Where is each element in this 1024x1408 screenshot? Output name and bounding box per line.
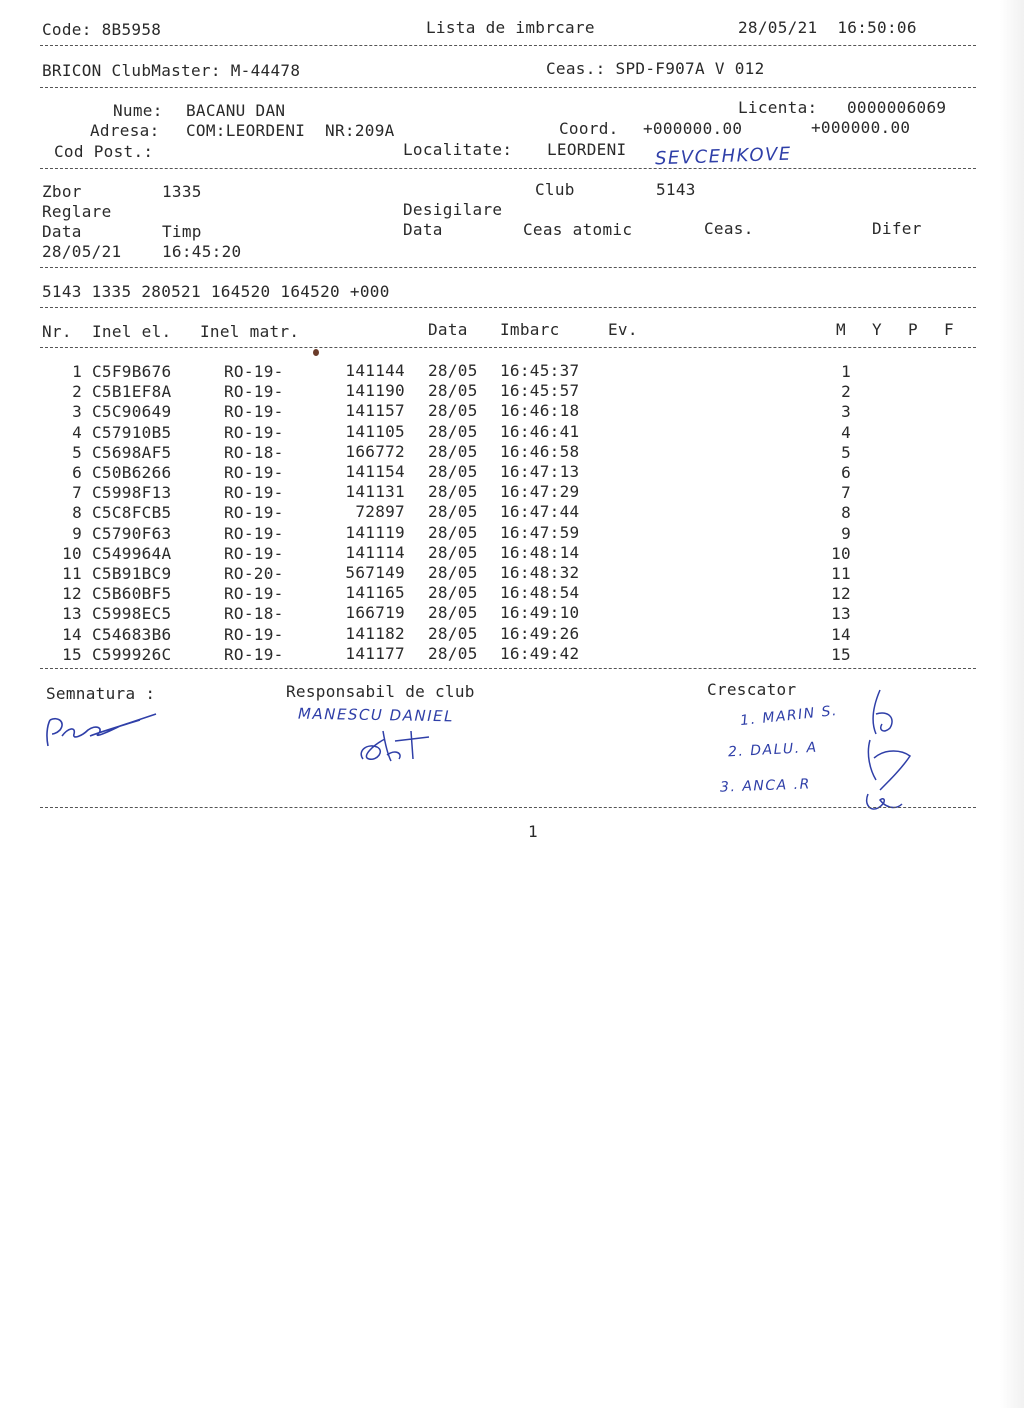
row-inel-number: 141165	[345, 583, 405, 603]
row-inel-prefix: RO-18-	[224, 442, 284, 462]
owner-address: COM:LEORDENI NR:209A	[186, 121, 395, 140]
row-time: 16:46:18	[500, 401, 580, 421]
document-code: Code: 8B5958	[42, 20, 162, 39]
name-label: Nume:	[113, 101, 163, 120]
row-date: 28/05	[428, 401, 478, 421]
row-number: 8	[72, 503, 82, 523]
row-inel-prefix: RO-19-	[224, 523, 284, 543]
row-date: 28/05	[428, 441, 478, 461]
row-inel-el: C5B1EF8A	[92, 382, 172, 402]
row-inel-prefix: RO-19-	[224, 483, 284, 503]
col-m: M	[836, 320, 846, 339]
col-p: P	[908, 320, 918, 339]
row-inel-prefix: RO-19-	[224, 624, 284, 644]
row-inel-number: 141144	[345, 361, 405, 380]
row-inel-prefix: RO-20-	[224, 564, 284, 583]
owner-name: BACANU DAN	[186, 101, 286, 120]
crescator-1: 1. MARIN S.	[739, 702, 839, 730]
row-time: 16:48:14	[500, 542, 580, 562]
owner-signature	[40, 706, 170, 756]
row-number: 13	[62, 604, 82, 624]
row-number: 11	[62, 564, 82, 583]
row-inel-number: 141105	[345, 421, 405, 441]
responsabil-label: Responsabil de club	[286, 682, 475, 701]
locality-label: Localitate:	[403, 140, 513, 159]
row-time: 16:47:59	[500, 522, 580, 542]
row-number: 9	[72, 523, 82, 543]
row-m: 1	[841, 362, 851, 381]
row-inel-el: C5F9B676	[92, 362, 172, 381]
row-number: 5	[72, 442, 82, 462]
address-label: Adresa:	[90, 121, 160, 140]
row-date: 28/05	[428, 522, 478, 542]
row-inel-prefix: RO-19-	[224, 422, 284, 442]
row-inel-prefix: RO-19-	[224, 644, 284, 664]
row-number: 14	[62, 624, 82, 644]
row-m: 2	[841, 382, 851, 402]
divider	[40, 267, 976, 268]
ink-spot	[313, 349, 319, 356]
flight-code-line: 5143 1335 280521 164520 164520 +000	[42, 282, 390, 301]
licence-label: Licenta:	[738, 98, 818, 117]
row-time: 16:45:37	[500, 361, 580, 380]
row-inel-el: C50B6266	[92, 463, 172, 482]
crescator-2: 2. DALU. A	[727, 739, 819, 761]
timp-label: Timp	[162, 222, 202, 241]
row-inel-el: C599926C	[92, 644, 172, 664]
row-inel-el: C5B60BF5	[92, 584, 172, 604]
row-date: 28/05	[428, 502, 478, 522]
divider	[40, 668, 976, 669]
system-id: BRICON ClubMaster: M-44478	[42, 61, 301, 80]
coord-1: +000000.00	[643, 119, 743, 138]
row-inel-prefix: RO-19-	[224, 362, 284, 381]
document-datetime: 28/05/21 16:50:06	[738, 18, 917, 37]
handwritten-locality-note: SEVCEHKOVE	[654, 143, 793, 170]
row-date: 28/05	[428, 421, 478, 441]
ceas-atomic-label: Ceas atomic	[523, 220, 633, 239]
row-inel-prefix: RO-19-	[224, 503, 284, 523]
row-date: 28/05	[428, 603, 478, 623]
row-number: 12	[62, 584, 82, 604]
col-f: F	[944, 320, 954, 339]
col-nr: Nr.	[42, 322, 72, 341]
row-date: 28/05	[428, 462, 478, 481]
desigilare-data-label: Data	[403, 220, 443, 239]
row-time: 16:47:13	[500, 462, 580, 481]
row-inel-el: C5C8FCB5	[92, 503, 172, 523]
row-inel-prefix: RO-19-	[224, 543, 284, 563]
divider	[40, 307, 976, 308]
row-inel-number: 141154	[345, 462, 405, 481]
row-inel-number: 141182	[345, 623, 405, 643]
row-time: 16:48:32	[500, 563, 580, 582]
row-time: 16:47:44	[500, 502, 580, 522]
row-inel-number: 141177	[345, 643, 405, 663]
row-inel-el: C5998F13	[92, 483, 172, 503]
difer-label: Difer	[872, 219, 922, 238]
row-inel-prefix: RO-19-	[224, 402, 284, 422]
col-ev: Ev.	[608, 320, 638, 339]
row-time: 16:47:29	[500, 482, 580, 502]
club-label: Club	[535, 180, 575, 199]
scan-edge	[1000, 0, 1024, 1408]
coord-label: Coord.	[559, 119, 619, 138]
zbor-label: Zbor	[42, 182, 82, 201]
row-time: 16:49:42	[500, 643, 580, 663]
licence-number: 0000006069	[847, 98, 947, 117]
row-m: 11	[831, 564, 851, 583]
row-number: 4	[72, 422, 82, 442]
row-inel-number: 166719	[345, 603, 405, 623]
row-inel-number: 72897	[355, 502, 405, 522]
row-number: 3	[72, 402, 82, 422]
row-date: 28/05	[428, 381, 478, 401]
desigilare-label: Desigilare	[403, 200, 503, 219]
divider	[40, 807, 976, 808]
divider	[40, 168, 976, 169]
crescator-3: 3. ANCA .R	[719, 776, 812, 796]
row-m: 12	[831, 584, 851, 604]
reglare-label: Reglare	[42, 202, 112, 221]
semnatura-label: Semnatura :	[46, 684, 156, 703]
club-value: 5143	[656, 180, 696, 199]
row-m: 5	[841, 442, 851, 462]
responsabil-name: MANESCU DANIEL	[297, 704, 455, 726]
row-m: 3	[841, 402, 851, 422]
row-inel-number: 567149	[345, 563, 405, 582]
crescator-signatures	[840, 684, 920, 824]
row-inel-number: 166772	[345, 441, 405, 461]
row-m: 4	[841, 422, 851, 442]
row-number: 2	[72, 382, 82, 402]
row-m: 6	[841, 463, 851, 482]
page-number: 1	[528, 822, 538, 841]
row-inel-el: C54683B6	[92, 624, 172, 644]
row-number: 6	[72, 463, 82, 482]
postcode-label: Cod Post.:	[54, 142, 154, 161]
col-imbarc: Imbarc	[500, 320, 560, 339]
divider	[40, 87, 976, 88]
row-m: 14	[831, 624, 851, 644]
crescator-label: Crescator	[707, 680, 797, 699]
divider	[40, 45, 976, 46]
row-inel-el: C5790F63	[92, 523, 172, 543]
ceas-label: Ceas.	[704, 219, 754, 238]
data-label: Data	[42, 222, 82, 241]
reglare-date: 28/05/21	[42, 242, 122, 261]
responsabil-signature	[355, 725, 435, 770]
row-inel-number: 141157	[345, 401, 405, 421]
row-m: 10	[831, 543, 851, 563]
row-inel-prefix: RO-18-	[224, 604, 284, 624]
row-m: 15	[831, 644, 851, 664]
document-title: Lista de imbrcare	[426, 18, 595, 37]
row-number: 15	[62, 644, 82, 664]
locality: LEORDENI	[547, 140, 627, 159]
row-date: 28/05	[428, 623, 478, 643]
col-data: Data	[428, 320, 468, 339]
row-m: 8	[841, 503, 851, 523]
row-number: 10	[62, 543, 82, 563]
col-inel-matr: Inel matr.	[200, 322, 300, 341]
row-inel-number: 141131	[345, 482, 405, 502]
col-y: Y	[872, 320, 882, 339]
divider	[40, 347, 976, 348]
row-number: 7	[72, 483, 82, 503]
zbor-value: 1335	[162, 182, 202, 201]
row-time: 16:49:26	[500, 623, 580, 643]
reglare-time: 16:45:20	[162, 242, 242, 261]
row-inel-prefix: RO-19-	[224, 382, 284, 402]
row-inel-el: C5998EC5	[92, 604, 172, 624]
row-date: 28/05	[428, 583, 478, 603]
row-inel-number: 141190	[345, 381, 405, 401]
row-inel-el: C549964A	[92, 543, 172, 563]
row-inel-el: C5C90649	[92, 402, 172, 422]
row-time: 16:46:58	[500, 441, 580, 461]
row-inel-el: C5698AF5	[92, 442, 172, 462]
row-inel-el: C5B91BC9	[92, 564, 172, 583]
row-time: 16:49:10	[500, 603, 580, 623]
row-inel-prefix: RO-19-	[224, 584, 284, 604]
row-m: 9	[841, 523, 851, 543]
row-time: 16:45:57	[500, 381, 580, 401]
coord-2: +000000.00	[811, 118, 911, 137]
row-m: 13	[831, 604, 851, 624]
row-time: 16:46:41	[500, 421, 580, 441]
row-inel-number: 141119	[345, 522, 405, 542]
row-inel-number: 141114	[345, 542, 405, 562]
row-m: 7	[841, 483, 851, 503]
clock-id: Ceas.: SPD-F907A V 012	[546, 59, 765, 78]
row-date: 28/05	[428, 482, 478, 502]
row-date: 28/05	[428, 643, 478, 663]
row-date: 28/05	[428, 563, 478, 582]
col-inel-el: Inel el.	[92, 322, 172, 341]
row-number: 1	[72, 362, 82, 381]
row-inel-el: C57910B5	[92, 422, 172, 442]
row-date: 28/05	[428, 361, 478, 380]
row-date: 28/05	[428, 542, 478, 562]
row-inel-prefix: RO-19-	[224, 463, 284, 482]
row-time: 16:48:54	[500, 583, 580, 603]
